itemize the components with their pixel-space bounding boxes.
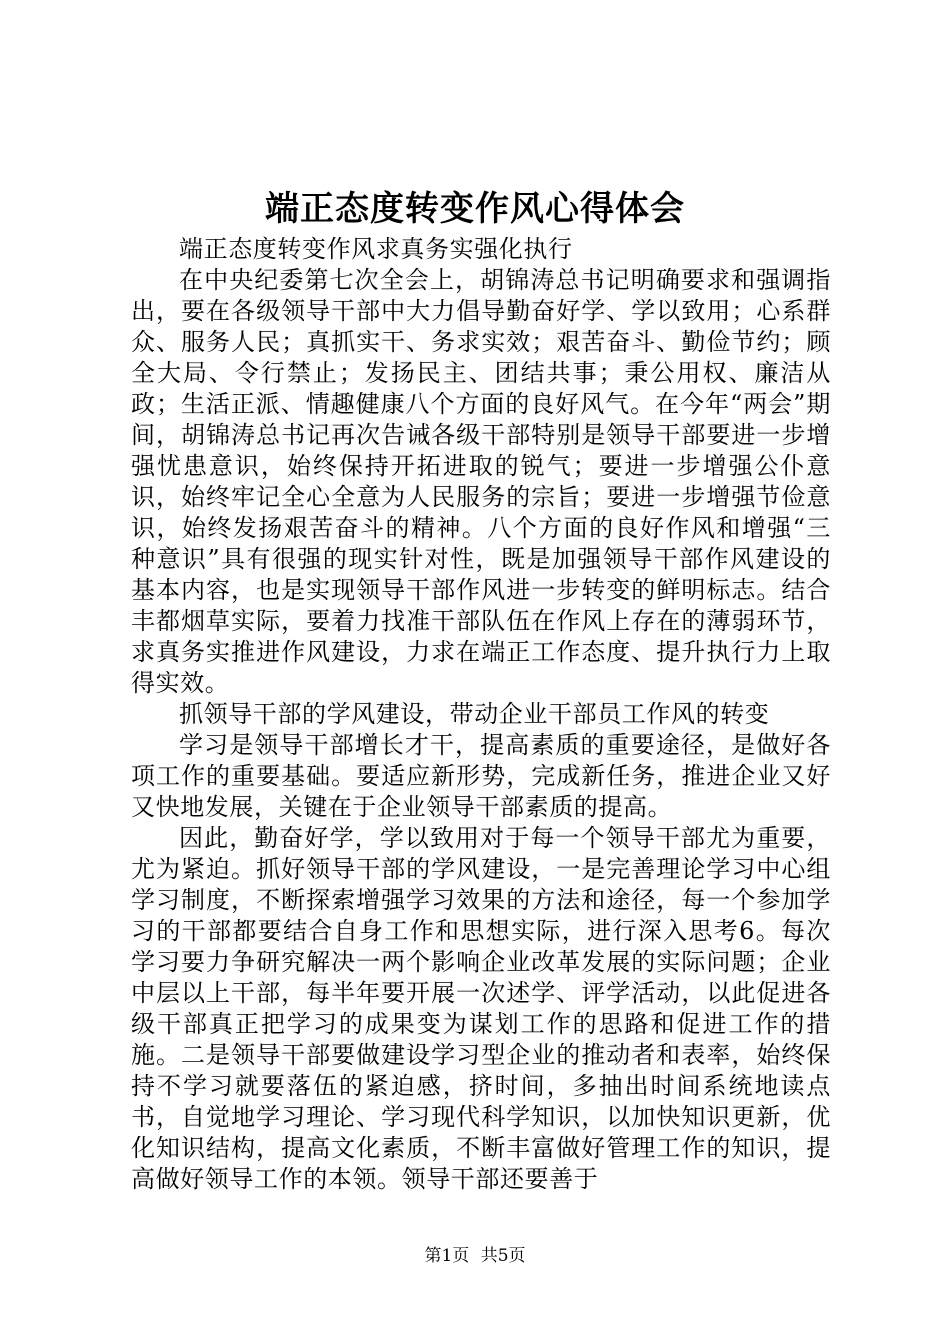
paragraph: 在中央纪委第七次全会上，胡锦涛总书记明确要求和强调指出，要在各级领导干部中大力倡导勤奋好学、学以致用；心系群众、服务人民；真抓实干、务求实效；艰苦奋斗、勤俭节约；顾全大局、令行禁止；发扬民主、团结共事；秉公用权、廉洁从政；生活正派、情趣健康八个方面的良好风气。在今年“两会”期间，胡锦涛总书记再次告诫各级干部特别是领导干部要进一步增强忧患意识，始终保持开拓进取的锐气；要进一步增强公仆意识，始终牢记全心全意为人民服务的宗旨；要进一步增强节俭意识，始终发扬艰苦奋斗的精神。八个方面的良好作风和增强“三种意识”具有很强的现实针对性，既是加强领导干部作风建设的基本内容，也是实现领导干部作风进一步转变的鲜明标志。结合丰都烟草实际，要着力找准干部队伍在作风上存在的薄弱环节，求真务实推进作风建设，力求在端正工作态度、提升执行力上取得实效。 (131, 266, 831, 697)
paragraph: 因此，勤奋好学，学以致用对于每一个领导干部尤为重要，尤为紧迫。抓好领导干部的学风建设，一是完善理论学习中心组学习制度，不断探索增强学习效果的方法和途径，每一个参加学习的干部都要结合自身工作和思想实际，进行深入思考6。每次学习要力争研究解决一两个影响企业改革发展的实际问题；企业中层以上干部，每半年要开展一次述学、评学活动，以此促进各级干部真正把学习的成果变为谋划工作的思路和促进工作的措施。二是领导干部要做建设学习型企业的推动者和表率，始终保持不学习就要落伍的紧迫感，挤时间，多抽出时间系统地读点书，自觉地学习理论、学习现代科学知识，以加快知识更新，优化知识结构，提高文化素质，不断丰富做好管理工作的知识，提高做好领导工作的本领。领导干部还要善于 (131, 824, 831, 1193)
document-title: 端正态度转变作风心得体会 (265, 189, 685, 229)
page-footer (0, 1244, 950, 1268)
page-number: 第1页 (424, 1246, 470, 1266)
section-heading: 端正态度转变作风求真务实强化执行 (179, 235, 573, 263)
paragraph: 学习是领导干部增长才干，提高素质的重要途径，是做好各项工作的重要基础。要适应新形势，完成新任务，推进企业又好又快地发展，关键在于企业领导干部素质的提高。 (131, 731, 831, 821)
document-body (131, 234, 831, 1195)
page-total: 共5页 (480, 1246, 526, 1266)
section-heading: 抓领导干部的学风建设，带动企业干部员工作风的转变 (179, 700, 770, 728)
